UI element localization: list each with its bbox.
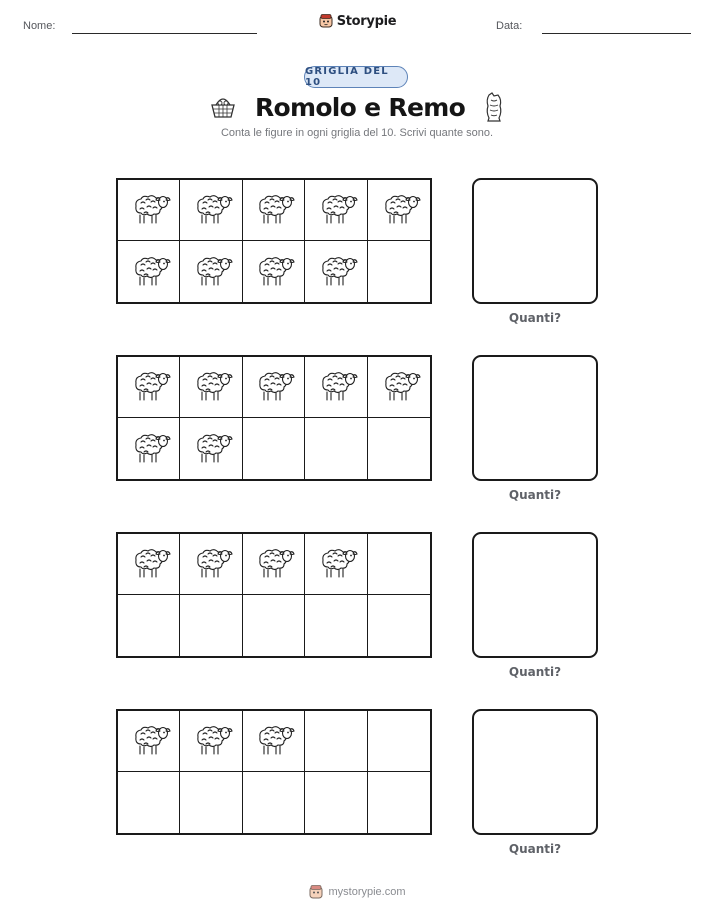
sheep-icon (127, 186, 171, 234)
basket-icon (209, 94, 237, 120)
wolf-statue-icon (483, 92, 505, 122)
storypie-mascot-icon (308, 884, 324, 900)
sheep-icon (127, 717, 171, 765)
ten-frame-grid (116, 355, 432, 481)
ten-frame-cell (118, 772, 180, 833)
ten-frame-cell (243, 595, 305, 656)
sheep-icon (314, 540, 358, 588)
sheep-icon (189, 363, 233, 411)
ten-frame-cell (305, 357, 367, 418)
ten-frame-cell (118, 180, 180, 241)
ten-frame-cell (180, 418, 242, 479)
answer-box[interactable] (472, 532, 598, 658)
worksheet-type-badge: GRIGLIA DEL 10 (304, 66, 408, 88)
ten-frame-cell (368, 595, 430, 656)
ten-frame-cell (243, 241, 305, 302)
ten-frame-cell (180, 357, 242, 418)
page-title: Romolo e Remo (254, 92, 466, 122)
instructions: Conta le figure in ogni griglia del 10. Scrivi quante sono. (220, 127, 494, 139)
sheep-icon (127, 363, 171, 411)
ten-frame-cell (368, 357, 430, 418)
sheep-icon (251, 186, 295, 234)
sheep-icon (251, 717, 295, 765)
ten-frame-cell (305, 418, 367, 479)
ten-frame-cell (368, 418, 430, 479)
title-row (0, 92, 714, 122)
sheep-icon (127, 425, 171, 473)
answer-box[interactable] (472, 178, 598, 304)
ten-frame-cell (180, 180, 242, 241)
date-label: Data: (496, 20, 523, 32)
ten-frame-cell (118, 711, 180, 772)
date-write-line[interactable] (542, 33, 691, 34)
ten-frame-cell (243, 534, 305, 595)
ten-frame-cell (180, 241, 242, 302)
sheep-icon (189, 540, 233, 588)
ten-frame-cell (305, 595, 367, 656)
ten-frame-cell (305, 534, 367, 595)
sheep-icon (314, 186, 358, 234)
storypie-mascot-icon (318, 13, 334, 29)
sheep-icon (314, 248, 358, 296)
answer-box[interactable] (472, 355, 598, 481)
ten-frame-grid (116, 532, 432, 658)
ten-frame-cell (305, 180, 367, 241)
ten-frame-cell (243, 418, 305, 479)
ten-frame-cell (180, 711, 242, 772)
ten-frame-cell (368, 772, 430, 833)
sheep-icon (251, 540, 295, 588)
sheep-icon (189, 425, 233, 473)
ten-frame-cell (118, 241, 180, 302)
ten-frame-cell (368, 534, 430, 595)
ten-frame-cell (368, 711, 430, 772)
sheep-icon (189, 717, 233, 765)
ten-frame-cell (180, 772, 242, 833)
brand-logo (0, 13, 714, 29)
sheep-icon (127, 540, 171, 588)
footer-url: mystorypie.com (328, 886, 406, 898)
ten-frame-cell (118, 418, 180, 479)
ten-frame-cell (305, 772, 367, 833)
ten-frame-cell (368, 180, 430, 241)
ten-frame-cell (305, 711, 367, 772)
sheep-icon (251, 248, 295, 296)
ten-frame-cell (180, 595, 242, 656)
ten-frame-cell (118, 357, 180, 418)
sheep-icon (314, 363, 358, 411)
ten-frame-cell (118, 534, 180, 595)
ten-frame-cell (243, 180, 305, 241)
ten-frame-cell (243, 711, 305, 772)
brand-name: Storypie (336, 13, 397, 29)
quanti-label: Quanti? (508, 311, 562, 325)
answer-box[interactable] (472, 709, 598, 835)
sheep-icon (377, 363, 421, 411)
ten-frame-grid (116, 709, 432, 835)
footer (0, 884, 714, 900)
sheep-icon (127, 248, 171, 296)
sheep-icon (189, 248, 233, 296)
ten-frame-cell (368, 241, 430, 302)
quanti-label: Quanti? (508, 842, 562, 856)
ten-frame-grid (116, 178, 432, 304)
ten-frame-cell (243, 772, 305, 833)
sheep-icon (189, 186, 233, 234)
sheep-icon (251, 363, 295, 411)
ten-frame-cell (118, 595, 180, 656)
ten-frame-cell (243, 357, 305, 418)
name-write-line[interactable] (72, 33, 257, 34)
name-label: Nome: (23, 20, 56, 32)
quanti-label: Quanti? (508, 665, 562, 679)
quanti-label: Quanti? (508, 488, 562, 502)
ten-frame-cell (180, 534, 242, 595)
sheep-icon (377, 186, 421, 234)
ten-frame-cell (305, 241, 367, 302)
